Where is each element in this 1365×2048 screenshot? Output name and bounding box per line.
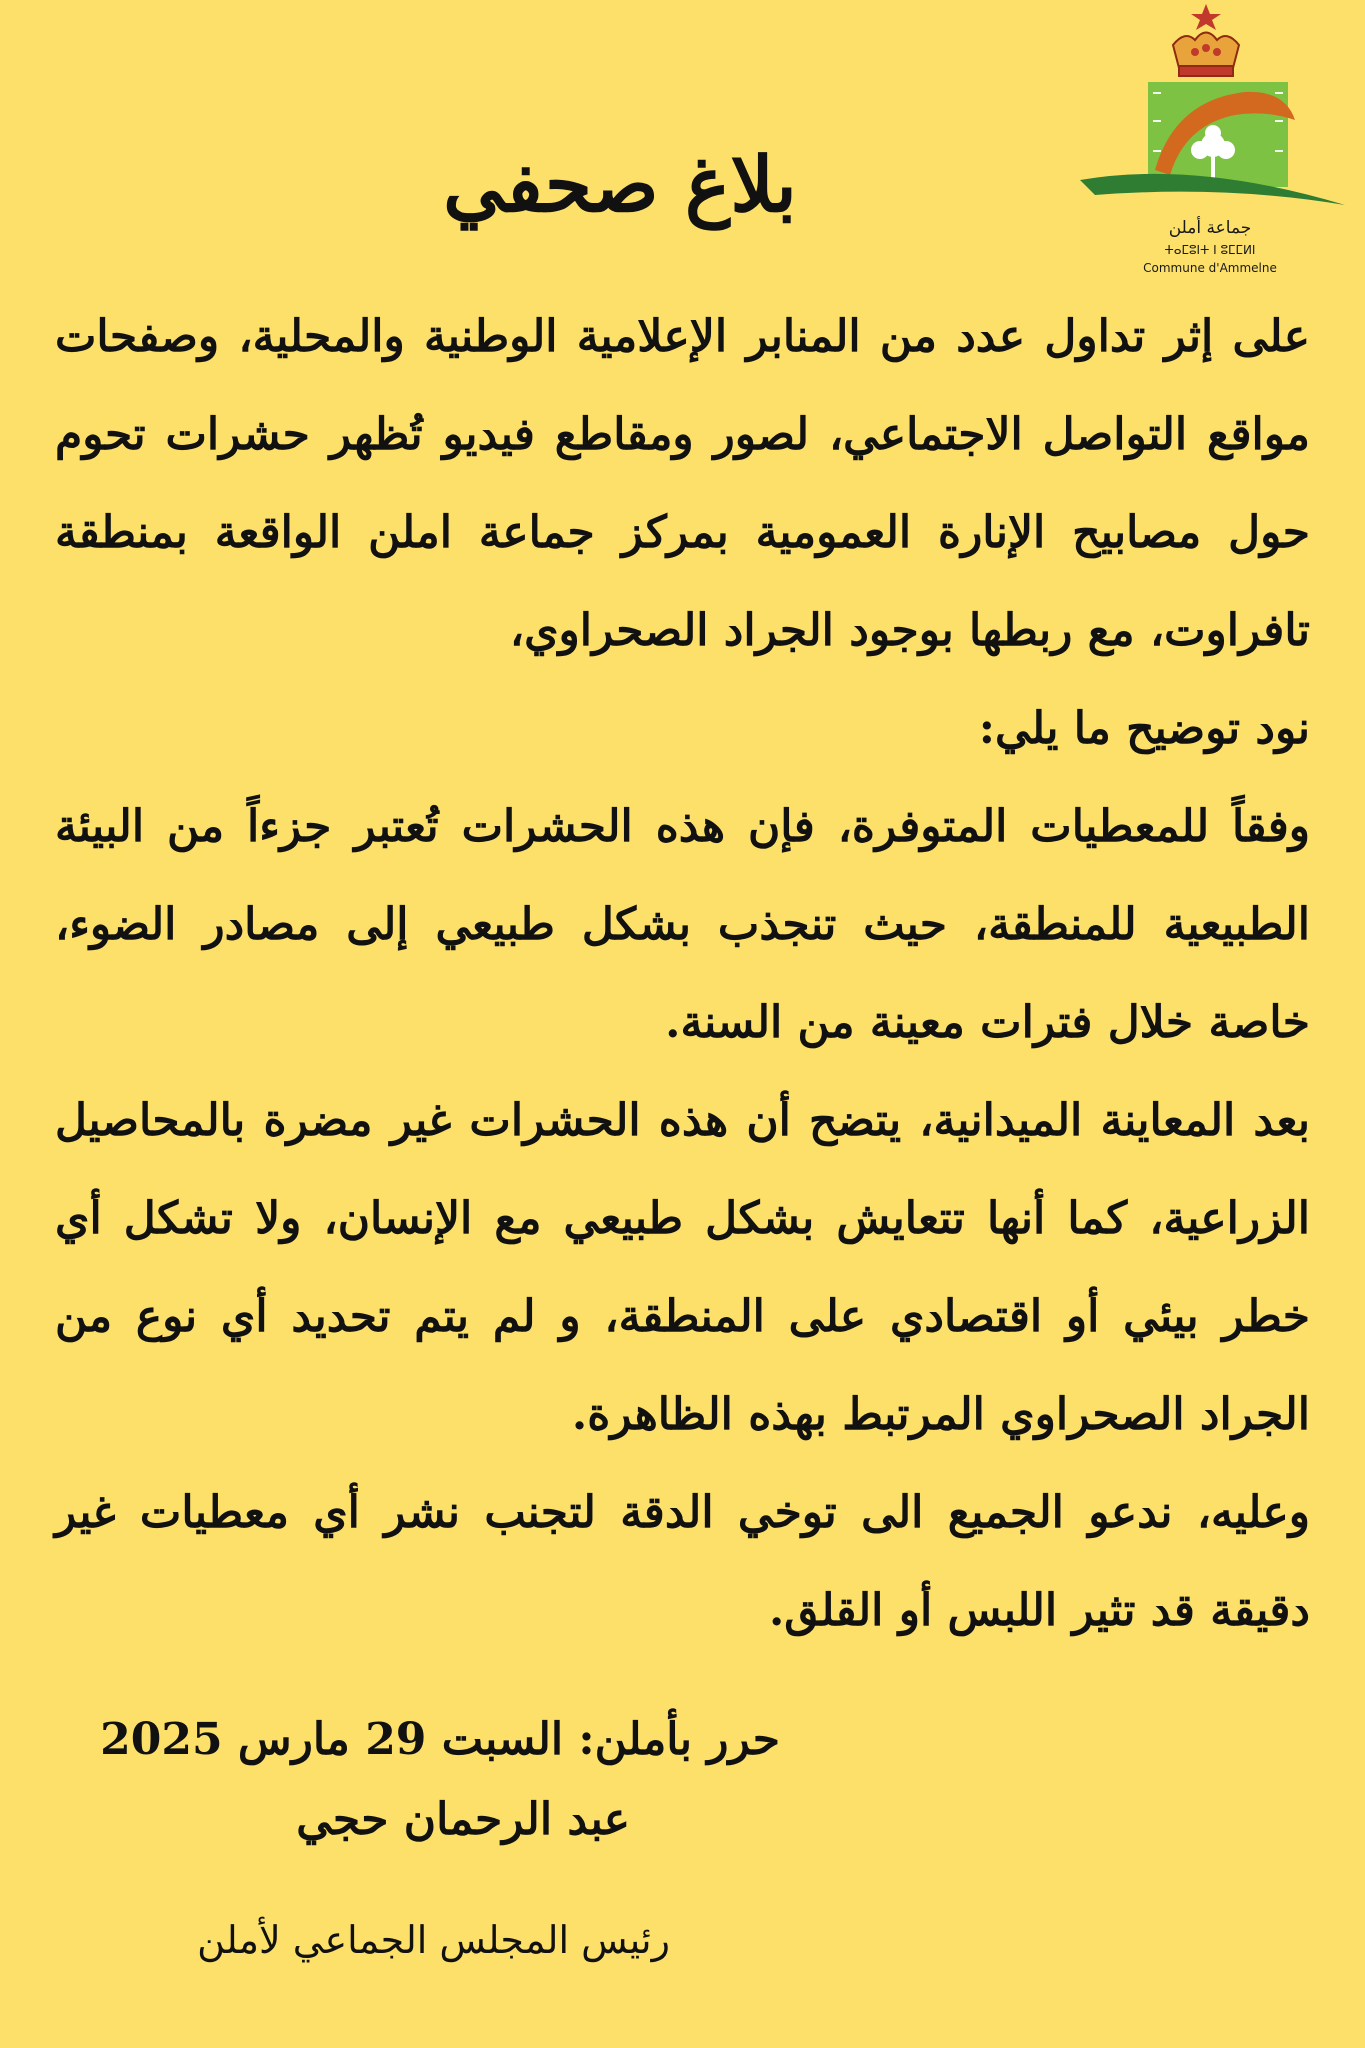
press-release-body [55, 288, 1310, 1660]
signature-block [100, 1700, 780, 1970]
page-title: بلاغ صحفي [443, 140, 797, 229]
signature-name: عبد الرحمان حجي [296, 1794, 630, 1845]
paragraph-clarify-heading: نود توضيح ما يلي: [978, 703, 1310, 754]
paragraph-data-explanation: وفقاً للمعطيات المتوفرة، فإن هذه الحشرات تُعتبر جزءاً من البيئة الطبيعية للمنطقة، حيث تنجذب بشكل طبيعي إلى مصادر الضوء، خاصة خلال فترات معينة من السنة. [55, 801, 1310, 1048]
signature-place-date: حرر بأملن: السبت 29 مارس 2025 [100, 1714, 780, 1765]
signature-role: رئيس المجلس الجماعي لأملن [197, 1918, 670, 1962]
paragraph-field-inspection: بعد المعاينة الميدانية، يتضح أن هذه الحشرات غير مضرة بالمحاصيل الزراعية، كما أنها تتعايش بشكل طبيعي مع الإنسان، ولا تشكل أي خطر بيئي أو اقتصادي على المنطقة، و لم يتم تحديد أي نوع من الجراد الصحراوي المرتبط بهذه الظاهرة. [55, 1095, 1310, 1440]
crown-icon [1173, 4, 1239, 76]
commune-logo [1075, 0, 1345, 290]
logo-name-arabic: جماعة أملن [1168, 218, 1252, 238]
logo-name-french: Commune d'Ammelne [1143, 261, 1277, 275]
paragraph-intro: على إثر تداول عدد من المنابر الإعلامية الوطنية والمحلية، وصفحات مواقع التواصل الاجتماعي، لصور ومقاطع فيديو تُظهر حشرات تحوم حول مصابيح الإنارة العمومية بمركز جماعة املن الواقعة بمنطقة تافراوت، مع ربطها بوجود الجراد الصحراوي، [55, 311, 1310, 656]
commune-emblem-icon [1075, 0, 1345, 215]
paragraph-call-to-accuracy: وعليه، ندعو الجميع الى توخي الدقة لتجنب نشر أي معطيات غير دقيقة قد تثير اللبس أو القلق. [55, 1487, 1310, 1636]
logo-name-tifinagh: ⵜⴰⵎⵓⵏⵜ ⵏ ⵓⵎⵎⵍⵏ [1164, 243, 1256, 257]
